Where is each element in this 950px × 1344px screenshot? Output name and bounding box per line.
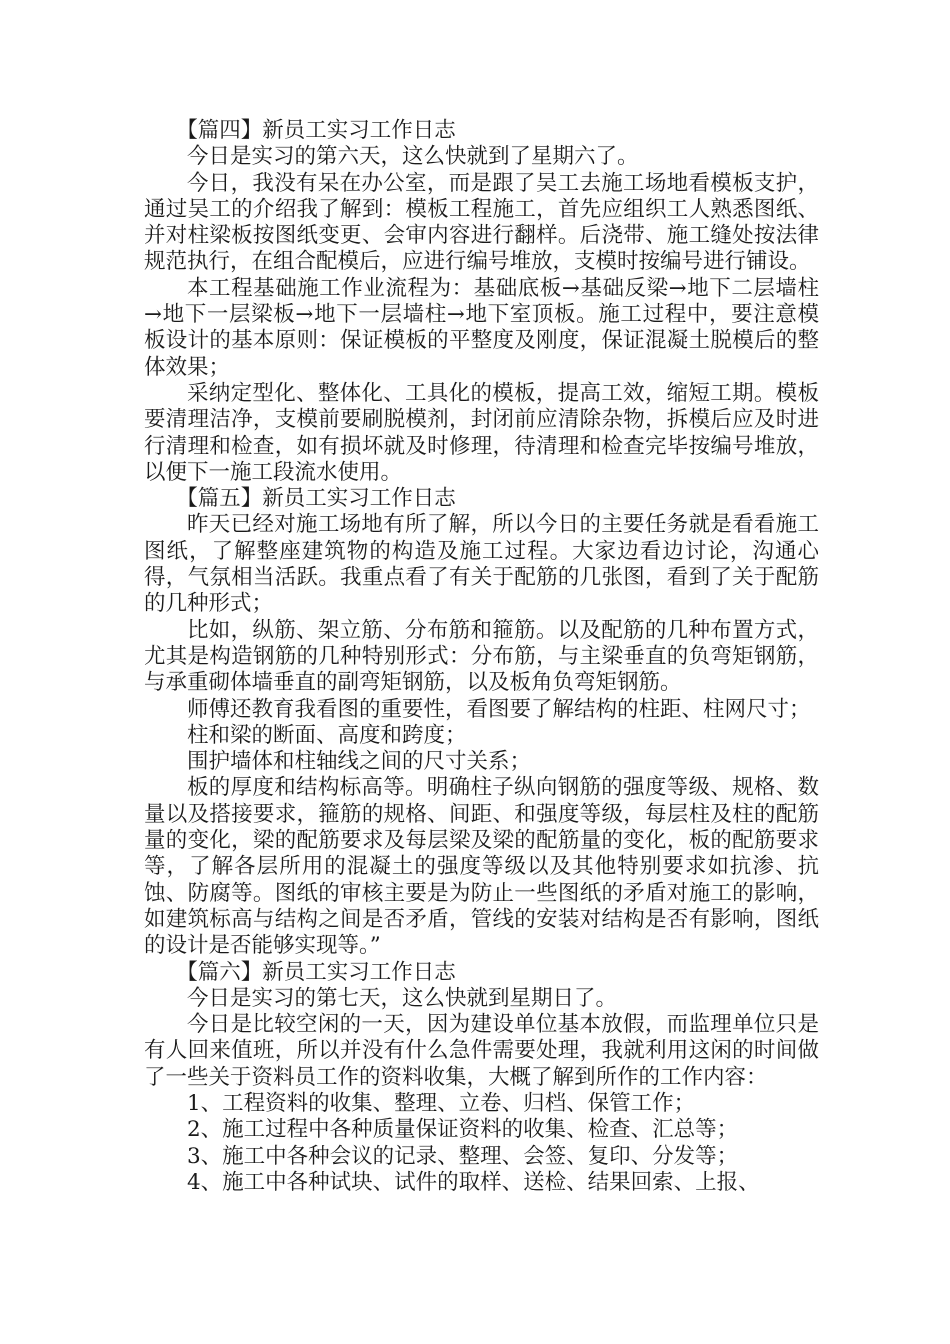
paragraph: 今日，我没有呆在办公室，而是跟了吴工去施工场地看模板支护，通过吴工的介绍我了解到：模板工程施工，首先应组织工人熟悉图纸、并对柱梁板按图纸变更、会审内容进行翻样。后浇带、施工缝处按法律规范执行，在组合配模后，应进行编号堆放，支模时按编号进行铺设。 xyxy=(144,170,819,275)
list-item: 4、施工中各种试块、试件的取样、送检、结果回索、上报、 xyxy=(187,1169,760,1195)
paragraph: 今日是比较空闲的一天，因为建设单位基本放假，而监理单位只是有人回来值班，所以并没有什么急件需要处理，我就利用这闲的时间做了一些关于资料员工作的资料收集，大概了解到所作的工作内容： xyxy=(144,1012,819,1090)
section-heading-6: 【篇六】新员工实习工作日志 xyxy=(176,959,456,985)
paragraph: 柱和梁的断面、高度和跨度； xyxy=(187,722,467,748)
paragraph: 本工程基础施工作业流程为：基础底板→基础反梁→地下二层墙柱→地下一层梁板→地下一层墙柱→地下室顶板。施工过程中，要注意模板设计的基本原则：保证模板的平整度及刚度，保证混凝土脱模后的整体效果； xyxy=(144,275,819,380)
list-item: 2、施工过程中各种质量保证资料的收集、检查、汇总等； xyxy=(187,1117,739,1143)
paragraph: 师傅还教育我看图的重要性，看图要了解结构的柱距、柱网尺寸； xyxy=(187,696,811,722)
paragraph: 今日是实习的第六天，这么快就到了星期六了。 xyxy=(187,144,639,170)
list-item: 3、施工中各种会议的记录、整理、会签、复印、分发等； xyxy=(187,1143,739,1169)
paragraph: 今日是实习的第七天，这么快就到星期日了。 xyxy=(187,985,618,1011)
section-heading-5: 【篇五】新员工实习工作日志 xyxy=(176,486,456,512)
section-heading-4: 【篇四】新员工实习工作日志 xyxy=(176,118,456,143)
paragraph: 围护墙体和柱轴线之间的尺寸关系； xyxy=(187,749,532,775)
paragraph: 采纳定型化、整体化、工具化的模板，提高工效，缩短工期。模板要清理洁净，支模前要刷脱模剂，封闭前应清除杂物，拆模后应及时进行清理和检查，如有损坏就及时修理，待清理和检查完毕按编号堆放，以便下一施工段流水使用。 xyxy=(144,380,819,485)
document-body xyxy=(144,118,819,1196)
paragraph: 板的厚度和结构标高等。明确柱子纵向钢筋的强度等级、规格、数量以及搭接要求，箍筋的规格、间距、和强度等级，每层柱及柱的配筋量的变化，梁的配筋要求及每层梁及梁的配筋量的变化，板的配筋要求等，了解各层所用的混凝土的强度等级以及其他特别要求如抗渗、抗蚀、防腐等。图纸的审核主要是为防止一些图纸的矛盾对施工的影响，如建筑标高与结构之间是否矛盾，管线的安装对结构是否有影响，图纸的设计是否能够实现等。” xyxy=(144,775,819,959)
paragraph: 昨天已经对施工场地有所了解，所以今日的主要任务就是看看施工图纸，了解整座建筑物的构造及施工过程。大家边看边讨论，沟通心得，气氛相当活跃。我重点看了有关于配筋的几张图，看到了关于配筋的几种形式； xyxy=(144,512,819,617)
list-item: 1、工程资料的收集、整理、立卷、归档、保管工作； xyxy=(187,1090,696,1116)
paragraph: 比如，纵筋、架立筋、分布筋和箍筋。以及配筋的几种布置方式，尤其是构造钢筋的几种特别形式：分布筋，与主梁垂直的负弯矩钢筋，与承重砌体墙垂直的副弯矩钢筋，以及板角负弯矩钢筋。 xyxy=(144,617,819,696)
